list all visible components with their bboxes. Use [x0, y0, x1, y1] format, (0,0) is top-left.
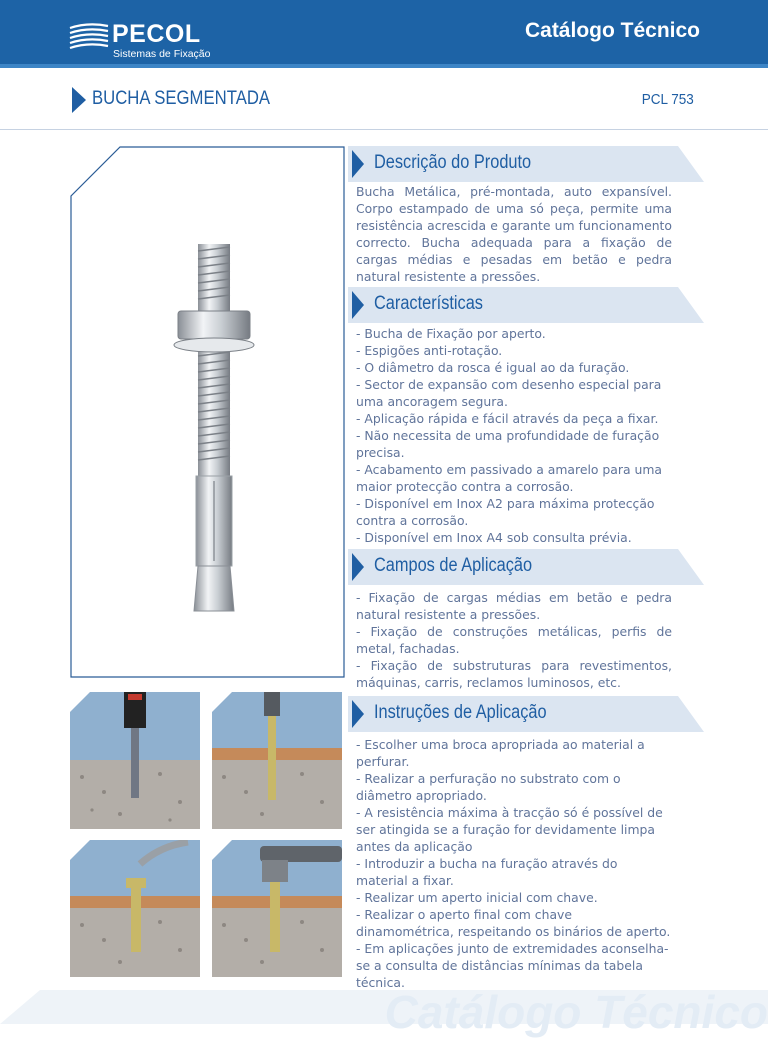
step-3-insert-anchor-illustration	[70, 840, 200, 977]
step-4-torque-illustration	[212, 840, 342, 977]
header-bar	[0, 0, 768, 68]
catalog-title: Catálogo Técnico	[524, 19, 700, 42]
list-item: - Introduzir a bucha na furação através do material a fixar.	[356, 856, 618, 888]
list-item: - Disponível em Inox A4 sob consulta prévia.	[356, 530, 632, 545]
list-item: - Disponível em Inox A2 para máxima protecção contra a corrosão.	[356, 496, 655, 528]
footer-watermark: Catálogo Técnico	[384, 986, 768, 1038]
section-title-campos: Campos de Aplicação	[374, 555, 533, 576]
list-item: - Aplicação rápida e fácil através da peça a fixar.	[356, 411, 659, 426]
section-title-descricao: Descrição do Produto	[374, 152, 532, 173]
list-item: - Bucha de Fixação por aperto.	[356, 326, 546, 341]
product-photo	[70, 146, 345, 678]
brand-tagline: Sistemas de Fixação	[113, 48, 211, 60]
step-1-drilling-illustration	[70, 692, 200, 829]
list-item: - Realizar a perfuração no substrato com o diâmetro apropriado.	[356, 771, 621, 803]
list-item: - Em aplicações junto de extremidades aconselha-se a consulta de distâncias mínimas da tabela técnica.	[356, 941, 669, 990]
features-list	[356, 325, 672, 546]
instructions-list	[356, 736, 672, 991]
list-item: - O diâmetro da rosca é igual ao da furação.	[356, 360, 630, 375]
brand-name: PECOL	[112, 20, 201, 48]
pecol-logo-icon	[68, 22, 112, 52]
description-text	[356, 183, 672, 285]
product-title: BUCHA SEGMENTADA	[92, 88, 271, 109]
description-paragraph: Bucha Metálica, pré-montada, auto expansível. Corpo estampado de uma só peça, permite uma resistência acrescida e garante um funcionamento correcto. Bucha adequada para a fixação de cargas médias e pesadas em betão e pedra natural resistente a pressões.	[356, 184, 672, 284]
list-item: - Não necessita de uma profundidade de furação precisa.	[356, 428, 660, 460]
section-title-caracteristicas: Características	[374, 293, 483, 314]
title-arrow-icon	[72, 87, 86, 113]
step-2-cleaning-illustration	[212, 692, 342, 829]
list-item: - Escolher uma broca apropriada ao material a perfurar.	[356, 737, 645, 769]
section-title-instrucoes: Instruções de Aplicação	[374, 702, 547, 723]
list-item: - Acabamento em passivado a amarelo para uma maior protecção contra a corrosão.	[356, 462, 663, 494]
list-item: - Fixação de construções metálicas, perfis de metal, fachadas.	[356, 624, 672, 656]
list-item: - Sector de expansão com desenho especial para uma ancoragem segura.	[356, 377, 662, 409]
applications-list	[356, 589, 672, 691]
list-item: - A resistência máxima à tracção só é possível de ser atingida se a furação for devidamente limpa antes da aplicação	[356, 805, 663, 854]
list-item: - Espigões anti-rotação.	[356, 343, 503, 358]
list-item: - Realizar um aperto inicial com chave.	[356, 890, 598, 905]
list-item: - Fixação de cargas médias em betão e pedra natural resistente a pressões.	[356, 590, 672, 622]
product-code: PCL 753	[641, 91, 694, 108]
list-item: - Fixação de substruturas para revestimentos, máquinas, carris, reclamos luminosos, etc.	[356, 658, 672, 690]
list-item: - Realizar o aperto final com chave dinamométrica, respeitando os binários de aperto.	[356, 907, 671, 939]
